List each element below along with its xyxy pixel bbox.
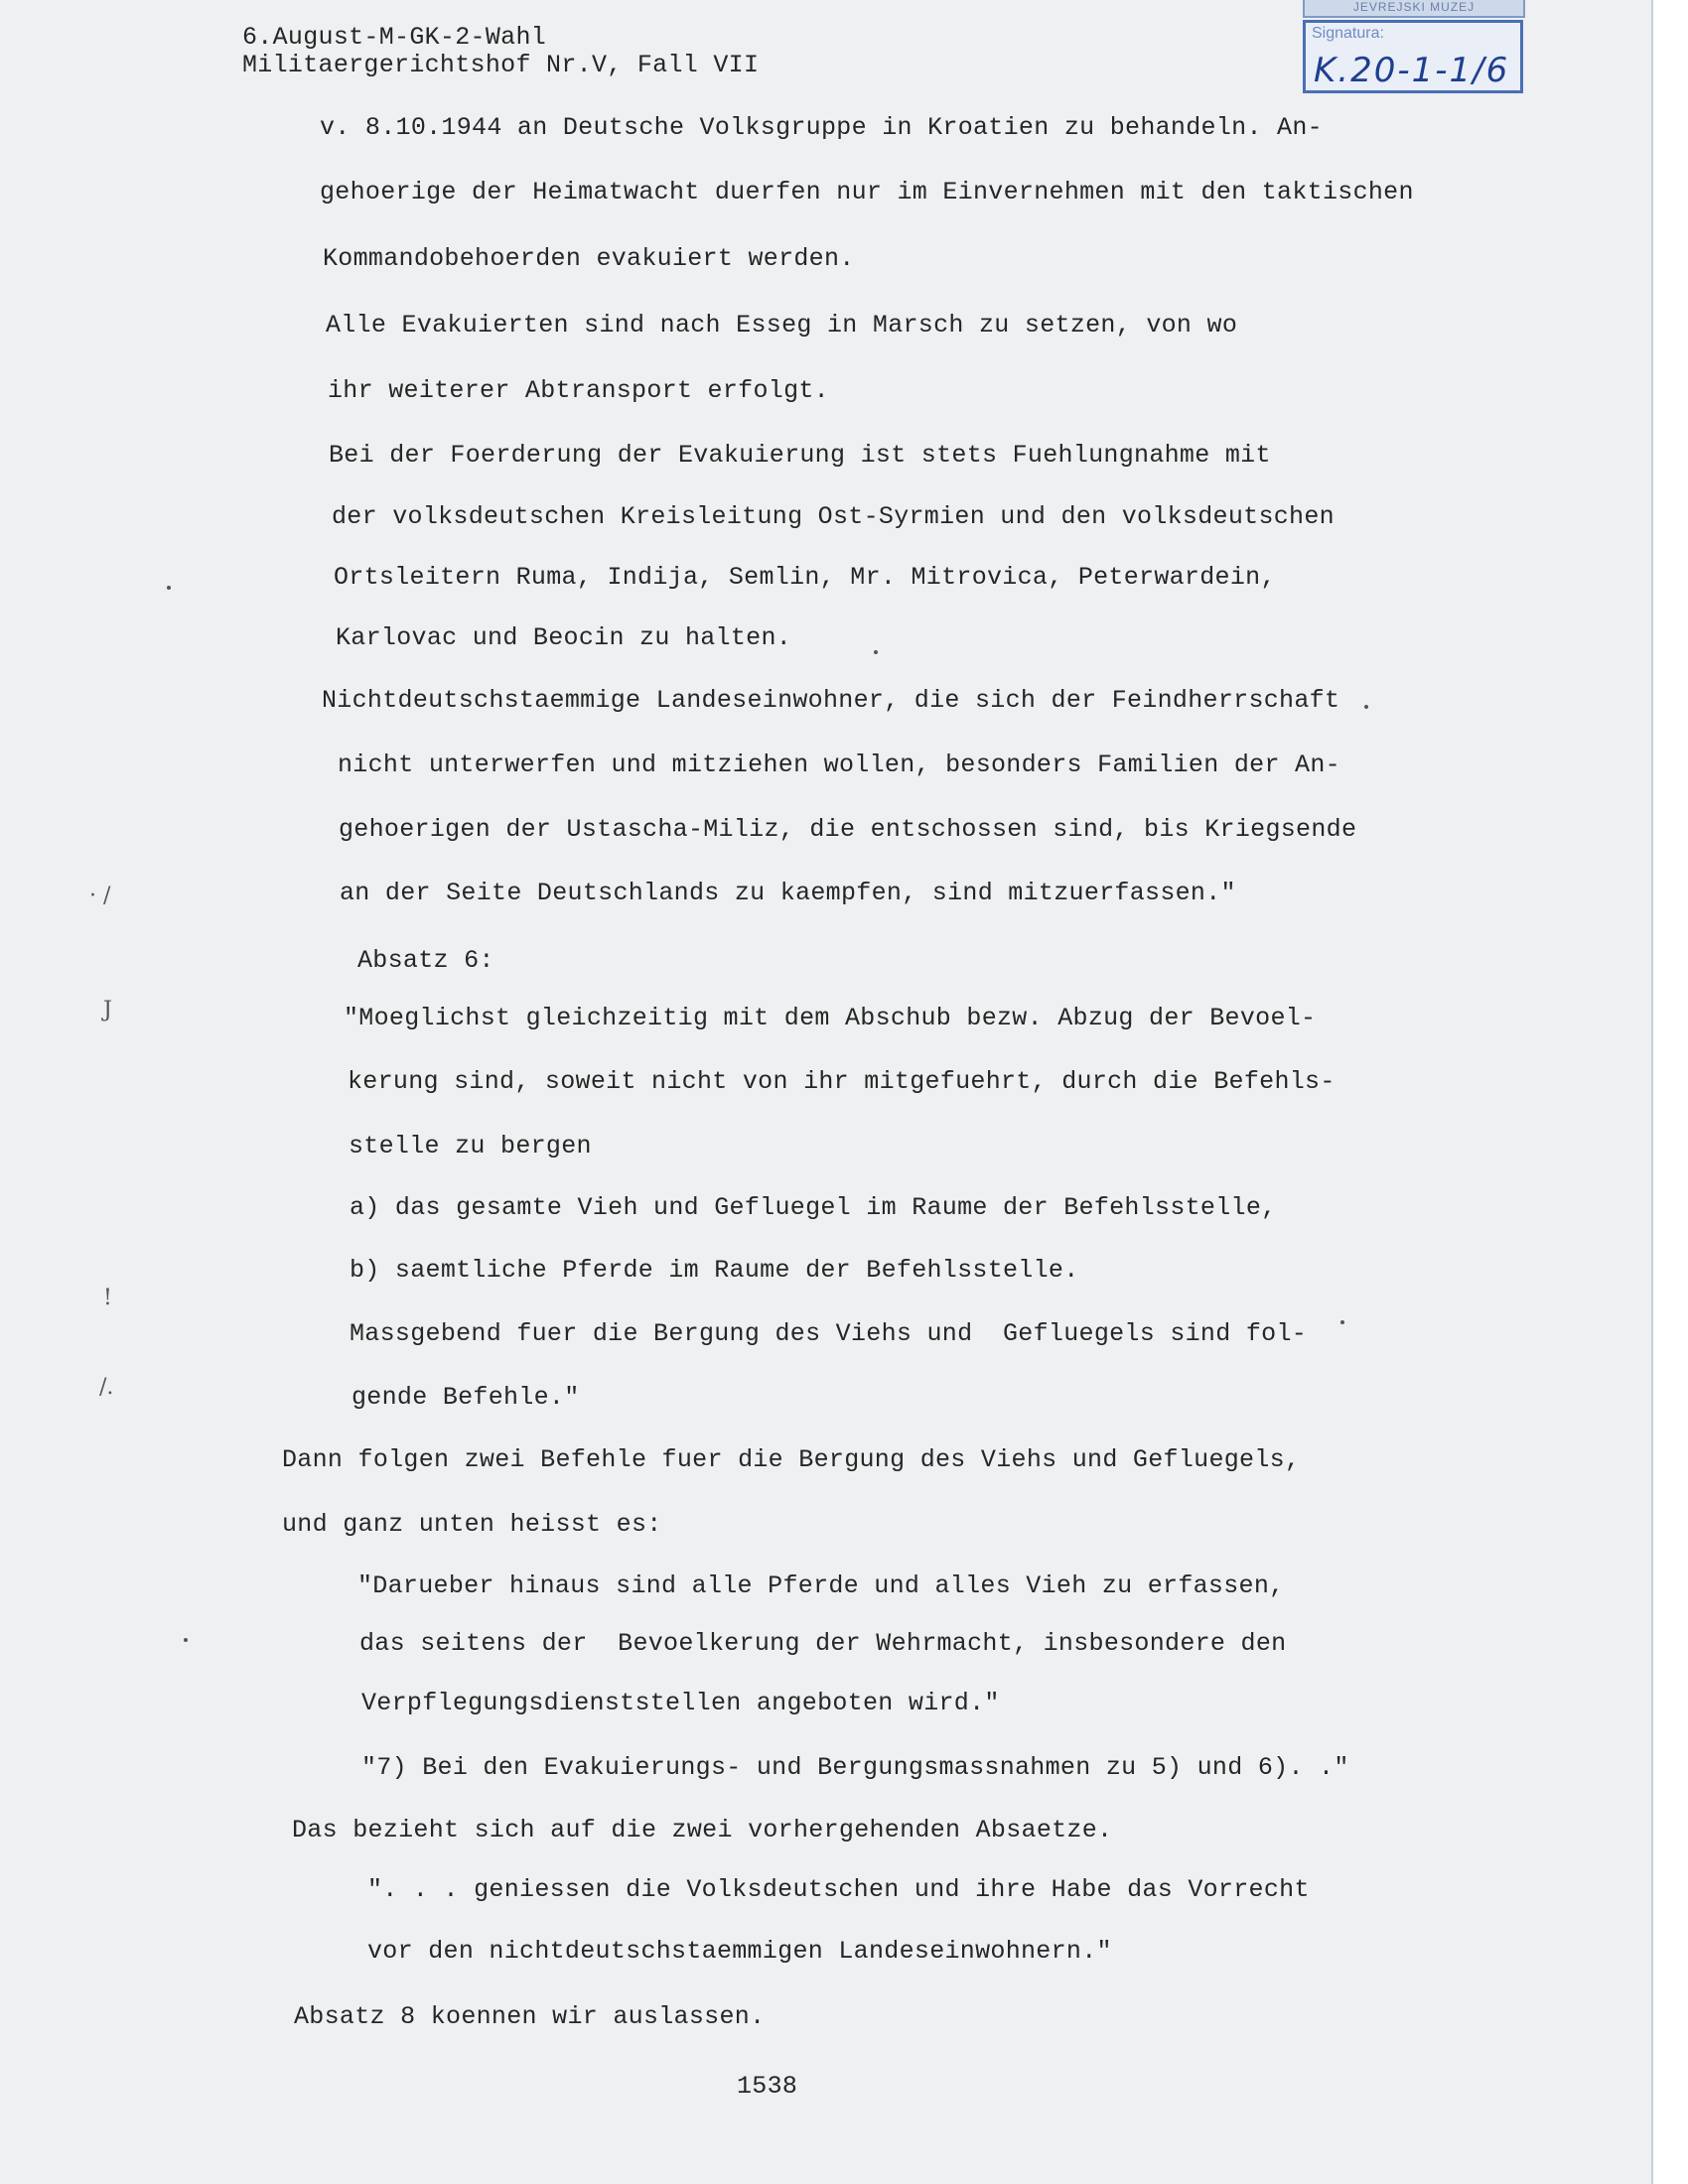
body-line: gehoerige der Heimatwacht duerfen nur im Einvernehmen mit den taktischen [320,178,1414,206]
quote-line: Verpflegungsdienststellen angeboten wird." [361,1689,1000,1717]
body-line: gehoerigen der Ustascha-Miliz, die entschossen sind, bis Kriegsende [339,815,1357,844]
margin-mark: /. [99,1375,114,1400]
body-line: "Moeglichst gleichzeitig mit dem Abschub bezw. Abzug der Bevoel- [344,1004,1317,1032]
quote-line: "Darueber hinaus sind alle Pferde und alles Vieh zu erfassen, [357,1571,1285,1600]
margin-mark: · / [89,884,111,908]
speck [1364,705,1368,709]
signature-stamp-value: K.20-1-1/6 [1314,51,1510,90]
body-line: Massgebend fuer die Bergung des Viehs und Gefluegels sind fol- [350,1319,1308,1348]
speck [167,586,171,590]
body-line: nicht unterwerfen und mitziehen wollen, besonders Familien der An- [338,751,1340,779]
speck [874,650,878,654]
list-item: b) saemtliche Pferde im Raume der Befehlsstelle. [350,1256,1079,1285]
body-line: kerung sind, soweit nicht von ihr mitgefuehrt, durch die Befehls- [348,1067,1336,1096]
header-line-2: Militaergerichtshof Nr.V, Fall VII [242,51,760,79]
body-line: Absatz 8 koennen wir auslassen. [294,2002,766,2031]
scan-edge [1651,0,1688,2184]
archive-stamp-header [1303,0,1525,18]
body-line: Das bezieht sich auf die zwei vorhergehenden Absaetze. [292,1816,1113,1844]
body-line: Karlovac und Beocin zu halten. [336,623,792,652]
body-line: und ganz unten heisst es: [282,1510,662,1539]
page-number: 1538 [737,2072,798,2101]
speck [184,1638,188,1642]
body-line: v. 8.10.1944 an Deutsche Volksgruppe in Kroatien zu behandeln. An- [320,113,1323,142]
speck [1340,1320,1344,1324]
signature-stamp [1303,20,1523,93]
section-label: Absatz 6: [357,946,494,975]
body-line: ihr weiterer Abtransport erfolgt. [328,376,829,405]
archive-stamp-header-text: JEVREJSKI MUZEJ [1352,0,1476,14]
body-line: gende Befehle." [352,1383,580,1412]
body-line: stelle zu bergen [349,1132,592,1160]
body-line: Alle Evakuierten sind nach Esseg in Marsch zu setzen, von wo [326,311,1238,340]
body-line: Dann folgen zwei Befehle fuer die Bergung des Viehs und Gefluegels, [282,1445,1301,1474]
quote-line: das seitens der Bevoelkerung der Wehrmacht, insbesondere den [359,1629,1287,1658]
signature-stamp-label: Signatura: [1312,25,1384,42]
quote-line: vor den nichtdeutschstaemmigen Landeseinwohnern." [367,1937,1112,1966]
body-line: Nichtdeutschstaemmige Landeseinwohner, die sich der Feindherrschaft [322,686,1340,715]
body-line: der volksdeutschen Kreisleitung Ost-Syrmien und den volksdeutschen [332,502,1335,531]
quote-line: ". . . geniessen die Volksdeutschen und ihre Habe das Vorrecht [367,1875,1310,1904]
list-item: a) das gesamte Vieh und Gefluegel im Raume der Befehlsstelle, [350,1193,1277,1222]
body-line: Kommandobehoerden evakuiert werden. [323,244,855,273]
header-line-1: 6.August-M-GK-2-Wahl [242,23,547,52]
margin-mark: ! [103,1286,112,1310]
body-line: Bei der Foerderung der Evakuierung ist stets Fuehlungnahme mit [329,441,1271,470]
margin-mark: J [103,998,112,1023]
body-line: an der Seite Deutschlands zu kaempfen, sind mitzuerfassen." [340,879,1236,907]
quote-line: "7) Bei den Evakuierungs- und Bergungsmassnahmen zu 5) und 6). ." [361,1753,1349,1782]
body-line: Ortsleitern Ruma, Indija, Semlin, Mr. Mitrovica, Peterwardein, [334,563,1276,592]
